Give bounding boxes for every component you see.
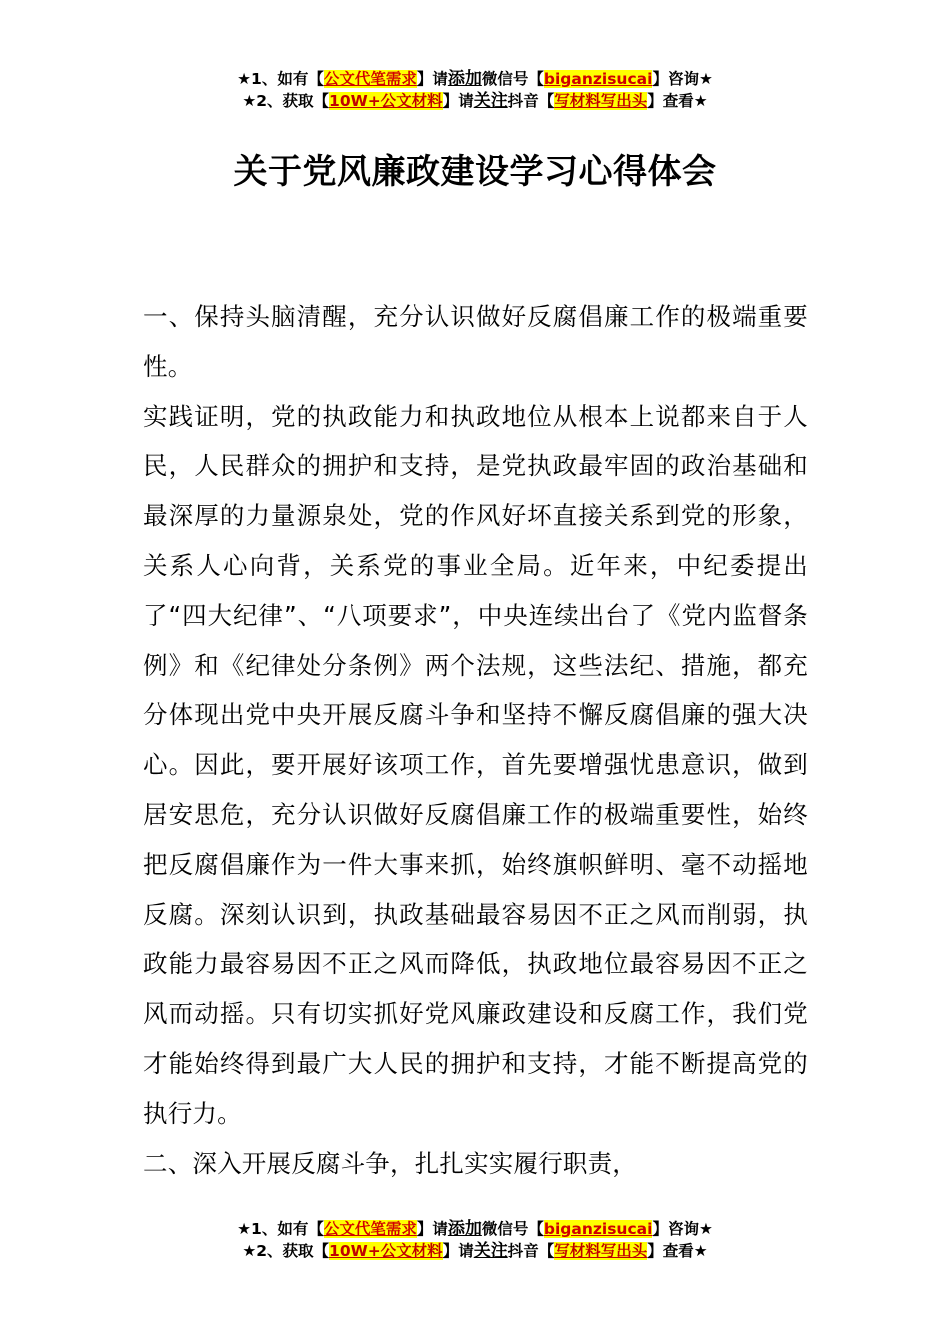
promo-line-1: ★1、如有【公文代笔需求】请添加微信号【biganzisucai】咨询★ bbox=[237, 69, 713, 89]
promo-wechat-id[interactable]: biganzisucai bbox=[543, 1220, 653, 1238]
paragraph-heading-2: 二、深入开展反腐斗争，扎扎实实履行职责， bbox=[143, 1148, 637, 1178]
header-promo bbox=[0, 68, 950, 112]
paragraph-body-1: 实践证明，党的执政能力和执政地位从根本上说都来自于人民，人民群众的拥护和支持，是党执政最牢固的政治基础和最深厚的力量源泉处，党的作风好坏直接关系到党的形象，关系人心向背，关系党的事业全局。近年来，中纪委提出了“四大纪律”、“八项要求”，中央连续出台了《党内监督条例》和《纪律处分条例》两个法规，这些法纪、措施，都充分体现出党中央开展反腐斗争和坚持不懈反腐倡廉的强大决心。因此，要开展好该项工作，首先要增强忧患意识，做到居安思危，充分认识做好反腐倡廉工作的极端重要性，始终把反腐倡廉作为一件大事来抓，始终旗帜鲜明、毫不动摇地反腐。深刻认识到，执政基础最容易因不正之风而削弱，执政能力最容易因不正之风而降低，执政地位最容易因不正之风而动摇。只有切实抓好党风廉政建设和反腐工作，我们党才能始终得到最广大人民的拥护和支持，才能不断提高党的执行力。 bbox=[143, 401, 808, 1128]
promo-line-1: ★1、如有【公文代笔需求】请添加微信号【biganzisucai】咨询★ bbox=[237, 1219, 713, 1239]
document-title: 关于党风廉政建设学习心得体会 bbox=[233, 152, 717, 192]
paragraph-heading-1: 一、保持头脑清醒，充分认识做好反腐倡廉工作的极端重要性。 bbox=[143, 302, 808, 381]
promo-douyin-account[interactable]: 写材料写出头 bbox=[554, 92, 648, 110]
promo-line-2: ★2、获取【10W+公文材料】请关注抖音【写材料写出头】查看★ bbox=[242, 91, 708, 111]
promo-line-2: ★2、获取【10W+公文材料】请关注抖音【写材料写出头】查看★ bbox=[242, 1241, 708, 1261]
footer-promo bbox=[0, 1218, 950, 1262]
promo-douyin-account[interactable]: 写材料写出头 bbox=[554, 1242, 648, 1260]
promo-service-link[interactable]: 公文代笔需求 bbox=[323, 70, 417, 88]
promo-wechat-id[interactable]: biganzisucai bbox=[543, 70, 653, 88]
promo-material-link[interactable]: 10W+公文材料 bbox=[329, 92, 443, 110]
promo-material-link[interactable]: 10W+公文材料 bbox=[329, 1242, 443, 1260]
promo-service-link[interactable]: 公文代笔需求 bbox=[323, 1220, 417, 1238]
document-body bbox=[143, 292, 808, 1188]
